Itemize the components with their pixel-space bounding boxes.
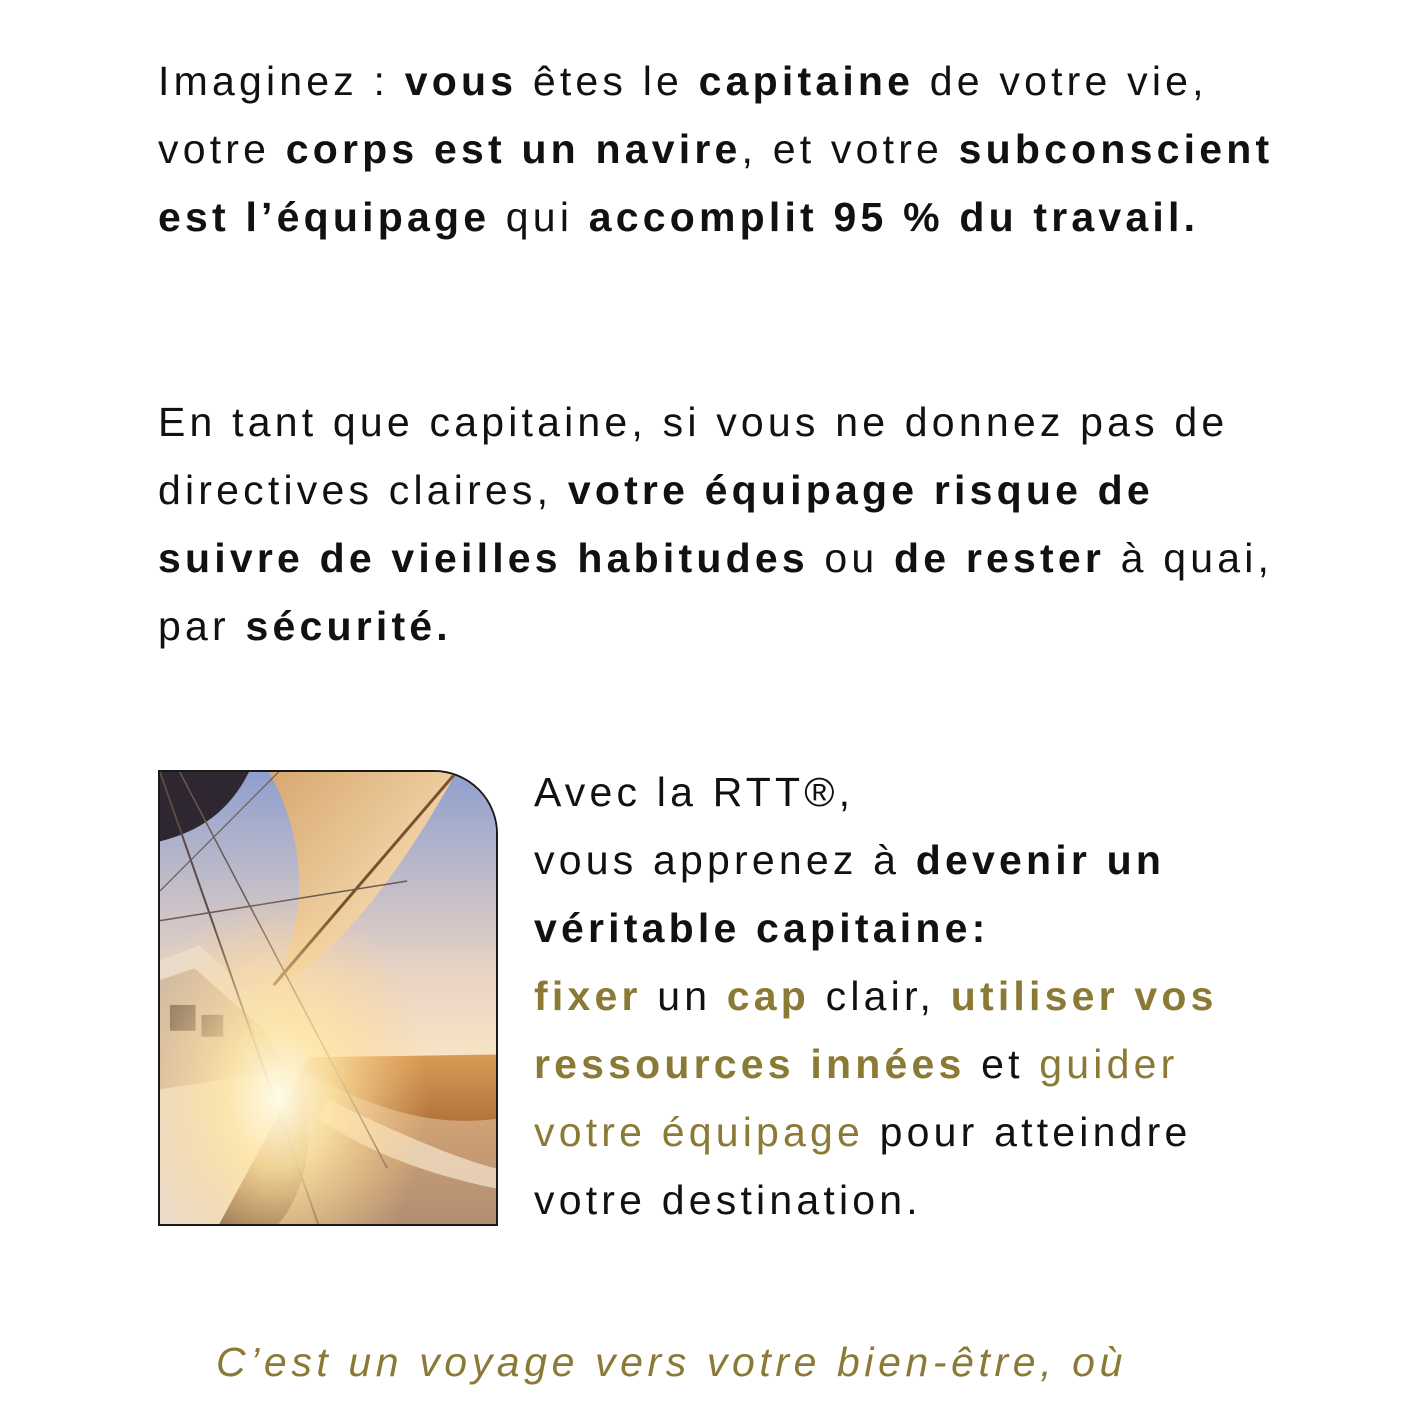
rtt-line (534, 1166, 1294, 1234)
captain-bold: sécurité. (245, 603, 452, 649)
rtt-line (534, 962, 1294, 1030)
intro-text: êtes le (517, 58, 699, 104)
rtt-text: et (965, 1041, 1040, 1087)
intro-bold: vous (404, 58, 518, 104)
rtt-bold: devenir un (915, 837, 1166, 883)
rtt-bold: véritable capitaine: (534, 905, 990, 951)
intro-paragraph (158, 47, 1278, 251)
rtt-gold-bold: ressources innées (534, 1041, 966, 1087)
intro-bold: subconscient est l’équipage (158, 126, 1274, 240)
rtt-line (534, 1030, 1294, 1098)
sailboat-sunset-photo-icon (160, 772, 496, 1224)
rtt-gold-bold: utiliser vos (950, 973, 1218, 1019)
captain-text: à quai, par (158, 535, 1274, 649)
closing-quote: C’est un voyage vers votre bien-être, où (216, 1339, 1127, 1385)
rtt-text: un (641, 973, 727, 1019)
rtt-line (534, 894, 1294, 962)
captain-bold: de rester (894, 535, 1106, 581)
rtt-text: vous apprenez à (534, 837, 916, 883)
captain-paragraph (158, 388, 1278, 660)
sailboat-sunset-image (158, 770, 498, 1226)
rtt-gold-text: guider (1039, 1041, 1179, 1087)
intro-text: qui (490, 194, 589, 240)
rtt-line (534, 758, 1294, 826)
intro-text: , et votre (741, 126, 959, 172)
rtt-intro: Avec la RTT®, (534, 769, 855, 815)
rtt-text: clair, (810, 973, 951, 1019)
intro-text: Imaginez : (158, 58, 405, 104)
rtt-gold-bold: fixer (534, 973, 642, 1019)
intro-text: de votre vie, votre (158, 58, 1208, 172)
rtt-text: pour atteindre (864, 1109, 1192, 1155)
captain-text: En tant que capitaine, si vous ne donnez pas de directives claires, (158, 399, 1229, 513)
rtt-paragraph (534, 758, 1294, 1234)
rtt-line (534, 826, 1294, 894)
rtt-gold-text: votre équipage (534, 1109, 865, 1155)
captain-text: ou (808, 535, 895, 581)
rtt-gold-bold: cap (726, 973, 811, 1019)
captain-bold: votre équipage risque de suivre de vieilles habitudes (158, 467, 1154, 581)
rtt-line (534, 1098, 1294, 1166)
intro-bold: corps est un navire (285, 126, 742, 172)
intro-bold: capitaine (698, 58, 915, 104)
rtt-text: votre destination. (534, 1177, 922, 1223)
intro-bold: accomplit 95 % du travail. (588, 194, 1200, 240)
